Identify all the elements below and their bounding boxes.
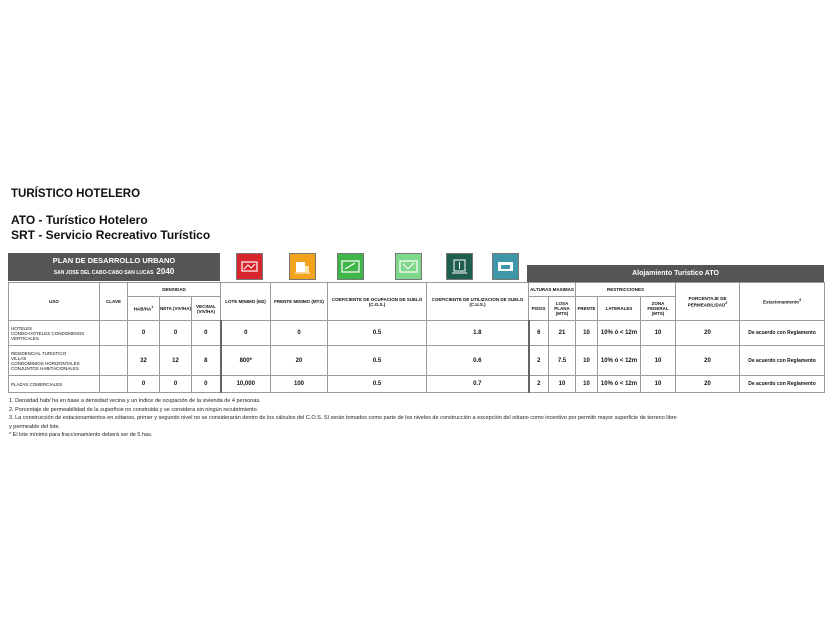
plan-desarrollo-band (8, 253, 220, 281)
permeabilidad-footnote-mark: 2 (725, 300, 728, 305)
cell-vecinal: 0 (192, 321, 221, 346)
cell-frente: 10 (576, 376, 598, 393)
cell-lote: 0 (221, 321, 271, 346)
header-frente: FRENTE (576, 297, 598, 321)
cell-frente-min: 100 (271, 376, 328, 393)
cell-estacionamiento: De acuerdo con Reglamento (740, 321, 825, 346)
cell-cos: 0.5 (328, 321, 427, 346)
cell-neta: 0 (160, 321, 192, 346)
cell-clave (100, 346, 128, 376)
plan-title: PLAN DE DESARROLLO URBANO (52, 256, 176, 265)
header-clave: CLAVE (100, 283, 128, 321)
cell-cus: 0.6 (427, 346, 529, 376)
section-title: TURÍSTICO HOTELERO (11, 188, 141, 200)
cell-losa: 10 (549, 376, 576, 393)
cell-zona-federal: 10 (641, 321, 676, 346)
cell-zona-federal: 10 (641, 346, 676, 376)
estacionamiento-footnote-mark: 3 (798, 298, 802, 303)
header-restricciones: RESTRICCIONES (576, 283, 676, 297)
header-laterales: LATERALES (598, 297, 641, 321)
cell-cus: 0.7 (427, 376, 529, 393)
cell-estacionamiento: De acuerdo con Reglamento (740, 376, 825, 393)
cell-laterales: 10% ó < 12m (598, 376, 641, 393)
cell-losa: 7.5 (549, 346, 576, 376)
header-cos: COEFICIENTE DE OCUPACION DE SUELO (C.O.S.) (328, 283, 427, 321)
cell-uso: PLAZAS COMERCIALES (9, 376, 100, 393)
restricciones-icon (492, 253, 519, 280)
cell-cos: 0.5 (328, 376, 427, 393)
footnote-1: 1. Densidad hab/ ha en base a densidad vecina y un índice de ocupación de la vivienda de 4 personas. (9, 398, 261, 404)
cell-frente-min: 20 (271, 346, 328, 376)
header-lote-minimo: LOTE MINIMO (M2) (221, 283, 271, 321)
cell-pisos: 6 (529, 321, 549, 346)
cell-lote: 800* (221, 346, 271, 376)
header-losa: LOSA PLANA (MTS) (549, 297, 576, 321)
table-row (9, 376, 825, 393)
cell-hab-ha: 0 (128, 376, 160, 393)
cell-zona-federal: 10 (641, 376, 676, 393)
header-densidad: DENSIDAD (128, 283, 221, 297)
header-estacionamiento: Estacionamiento$^3$ (740, 283, 825, 321)
cell-vecinal: 8 (192, 346, 221, 376)
cell-laterales: 10% ó < 12m (598, 346, 641, 376)
zoning-table (8, 282, 825, 393)
cus-icon (395, 253, 422, 280)
table-row (9, 346, 825, 376)
frente-minimo-icon (289, 253, 316, 280)
header-pisos: PISOS (529, 297, 549, 321)
zone-ato-title: ATO - Turístico Hotelero (11, 213, 148, 227)
header-cus: COEFICIENTE DE UTILIZACION DE SUELO (C.U.S.) (427, 283, 529, 321)
cell-frente: 10 (576, 346, 598, 376)
alojamiento-band (527, 265, 824, 282)
cell-estacionamiento: De acuerdo con Reglamento (740, 346, 825, 376)
cell-lote: 10,000 (221, 376, 271, 393)
footnote-star: * El lote mínimo para fraccionamiento deberá ser de 5 has. (9, 432, 153, 438)
cell-permeabilidad: 20 (676, 376, 740, 393)
header-alturas: ALTURAS MAXIMAS (529, 283, 576, 297)
cell-uso: RESIDENCIAL TURISTICO VILLAS CONDOMINIOS HORIZONTALES CONJUNTOS HABITACIONALES (9, 346, 100, 376)
header-hab-ha: HAB/$HA^1$ (128, 297, 160, 321)
cell-pisos: 2 (529, 376, 549, 393)
alojamiento-title: Alojamiento Turistico ATO (632, 270, 719, 277)
footnote-3: 3. La construcción de estacionamientos en sótanos, primer y segundo nivel no se considerarán dentro de los cálculos del C.O.S. Sí serán tomados como parte de los niveles de construcción a excepción del sótano como incentivo por permitir mayor superficie de terreno libre (9, 415, 677, 421)
header-zona-federal: ZONA FEDERAL (MTS) (641, 297, 676, 321)
cell-clave (100, 376, 128, 393)
cell-cus: 1.8 (427, 321, 529, 346)
cell-frente-min: 0 (271, 321, 328, 346)
header-uso: USO (9, 283, 100, 321)
header-frente-minimo: FRENTE MINIMO (MTS) (271, 283, 328, 321)
cell-hab-ha: 32 (128, 346, 160, 376)
table-row (9, 321, 825, 346)
cell-cos: 0.5 (328, 346, 427, 376)
cell-hab-ha: 0 (128, 321, 160, 346)
cell-permeabilidad: 20 (676, 346, 740, 376)
cell-neta: 0 (160, 376, 192, 393)
footnotes (9, 397, 829, 440)
header-neta: NETA (VIV/HA) (160, 297, 192, 321)
lote-minimo-icon (236, 253, 263, 280)
cos-icon (337, 253, 364, 280)
cell-pisos: 2 (529, 346, 549, 376)
plan-subtitle: SAN JOSE DEL CABO-CABO SAN LUCAS 2040 (53, 267, 175, 276)
cell-frente: 10 (576, 321, 598, 346)
cell-permeabilidad: 20 (676, 321, 740, 346)
cell-losa: 21 (549, 321, 576, 346)
cell-laterales: 10% ó < 12m (598, 321, 641, 346)
footnote-3-cont: y permeable del lote. (9, 423, 61, 430)
cell-clave (100, 321, 128, 346)
zone-srt-title: SRT - Servicio Recreativo Turístico (11, 228, 211, 242)
header-permeabilidad: PORCENTAJE DE PERMEABILIDAD$^2$ (676, 283, 740, 321)
plan-year: 2040 (156, 267, 175, 276)
alturas-icon (446, 253, 473, 280)
cell-vecinal: 0 (192, 376, 221, 393)
hab-ha-footnote-mark: 1 (151, 305, 154, 310)
cell-uso: HOTELES CONDO-HOTELES CONDOMINIOS VERTICALES (9, 321, 100, 346)
cell-neta: 12 (160, 346, 192, 376)
header-vecinal: VECINAL (VIV/HA) (192, 297, 221, 321)
footnote-2: 2. Porcentaje de permeabilidad de la superficie no construida y se considera sin ningún recubrimiento. (9, 406, 259, 413)
